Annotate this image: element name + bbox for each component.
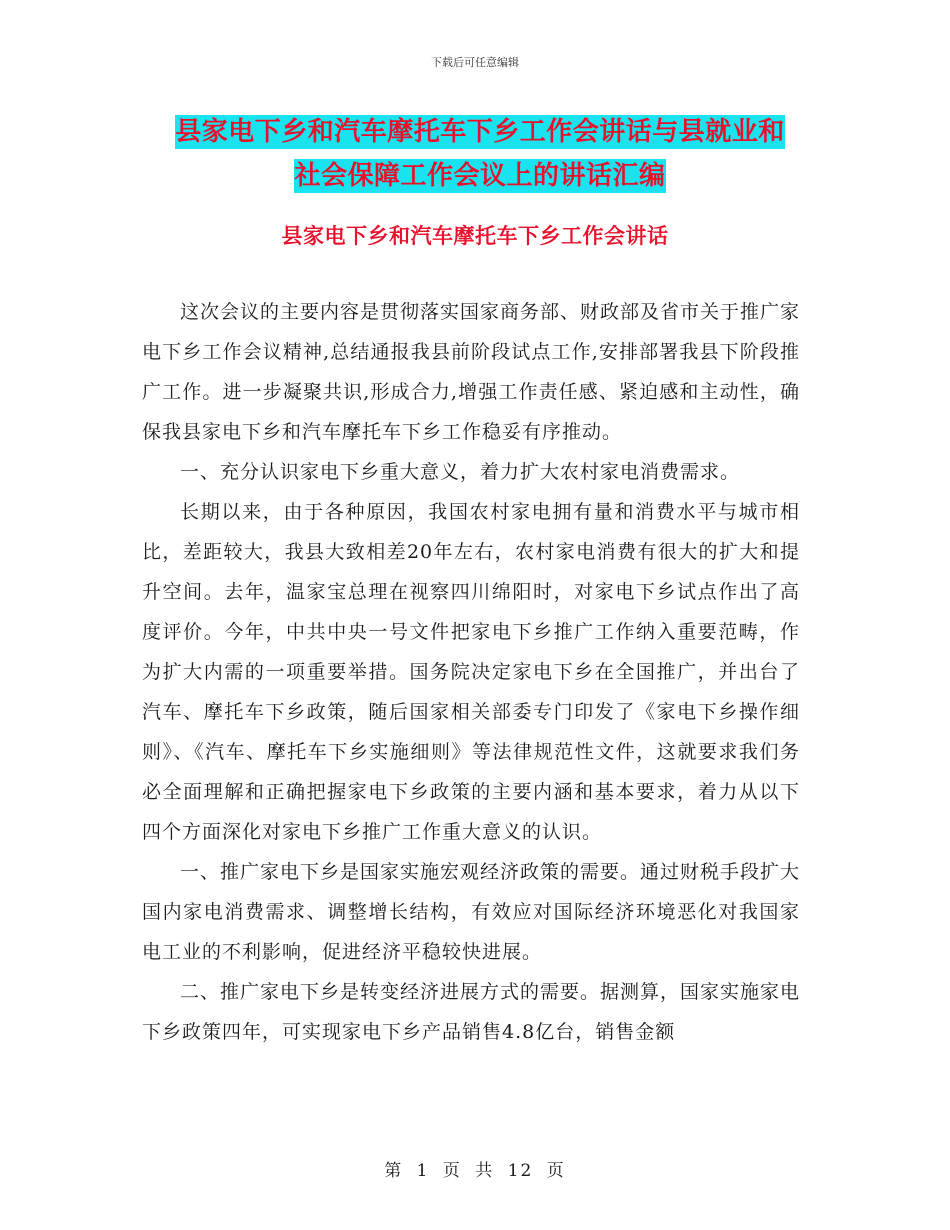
document-title-line-1: 县家电下乡和汽车摩托车下乡工作会讲话与县就业和 [175, 117, 785, 147]
body-text [142, 292, 800, 1052]
paragraph: 一、充分认识家电下乡重大意义，着力扩大农村家电消费需求。 [180, 461, 741, 483]
document-title-line-2: 社会保障工作会议上的讲话汇编 [294, 161, 666, 191]
paragraph: 二、推广家电下乡是转变经济进展方式的需要。据测算，国家实施家电下乡政策四年，可实现家电下乡产品销售4.8亿台，销售金额 [142, 981, 801, 1043]
paragraph: 这次会议的主要内容是贯彻落实国家商务部、财政部及省市关于推广家电下乡工作会议精神,总结通报我县前阶段试点工作,安排部署我县下阶段推广工作。进一步凝聚共识,形成合力,增强工作责任感、紧迫感和主动性，确保我县家电下乡和汽车摩托车下乡工作稳妥有序推动。 [142, 301, 801, 443]
header-note: 下载后可任意编辑 [431, 56, 519, 69]
paragraph: 长期以来，由于各种原因，我国农村家电拥有量和消费水平与城市相比，差距较大，我县大致相差20年左右，农村家电消费有很大的扩大和提升空间。去年，温家宝总理在视察四川绵阳时，对家电下乡试点作出了高度评价。今年，中共中央一号文件把家电下乡推广工作纳入重要范畴，作为扩大内需的一项重要举措。国务院决定家电下乡在全国推广，并出台了汽车、摩托车下乡政策，随后国家相关部委专门印发了《家电下乡操作细则》、《汽车、摩托车下乡实施细则》等法律规范性文件，这就要求我们务必全面理解和正确把握家电下乡政策的主要内涵和基本要求，着力从以下四个方面深化对家电下乡推广工作重大意义的认识。 [142, 501, 800, 843]
section-title: 县家电下乡和汽车摩托车下乡工作会讲话 [281, 224, 669, 248]
paragraph: 一、推广家电下乡是国家实施宏观经济政策的需要。通过财税手段扩大国内家电消费需求、调整增长结构，有效应对国际经济环境恶化对我国家电工业的不利影响，促进经济平稳较快进展。 [142, 861, 801, 963]
page-footer: 第 1 页 共 12 页 [384, 1161, 566, 1181]
document-title [140, 110, 820, 198]
